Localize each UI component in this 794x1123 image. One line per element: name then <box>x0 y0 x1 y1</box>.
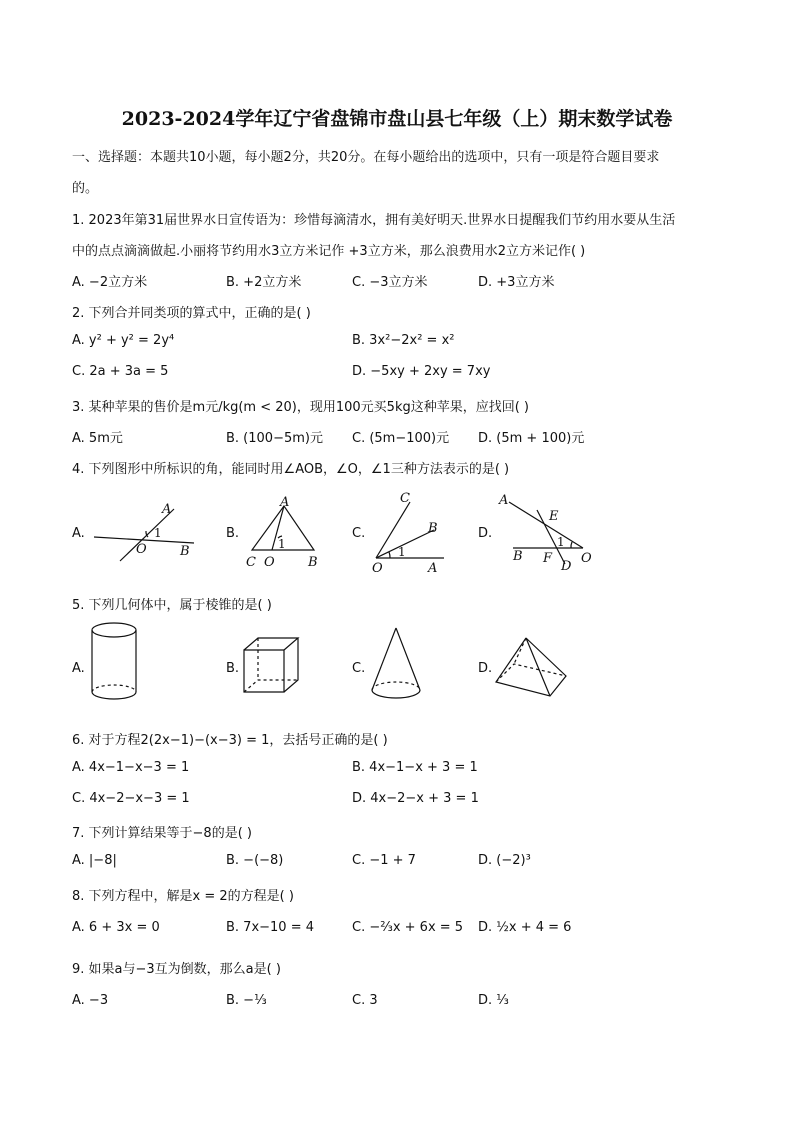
fig-c-label-b: B <box>428 521 438 536</box>
q1-option-d: D. +3立方米 <box>478 275 555 290</box>
q4-figure-a <box>90 495 200 565</box>
fig-a-label-1: 1 <box>154 526 162 540</box>
q1-stem-line1: 1. 2023年第31届世界水日宣传语为：珍惜每滴清水，拥有美好明天.世界水日提醒我们节约用水要从生活 <box>72 213 676 228</box>
q9-option-c: C. 3 <box>352 993 378 1008</box>
q7-option-d: D. (−2)³ <box>478 853 531 868</box>
q9-stem: 9. 如果a与−3互为倒数，那么a是( ) <box>72 962 281 977</box>
q5-option-c: C. <box>352 661 366 676</box>
q2-option-c: C. 2a + 3a = 5 <box>72 364 169 379</box>
q8-option-c: C. −⅔x + 6x = 5 <box>352 920 464 935</box>
fig-d-label-d: D <box>561 559 572 574</box>
q5-stem: 5. 下列几何体中，属于棱锥的是( ) <box>72 598 272 613</box>
q2-stem: 2. 下列合并同类项的算式中，正确的是( ) <box>72 306 311 321</box>
q5-cone-figure <box>366 624 426 708</box>
q5-option-b: B. <box>226 661 240 676</box>
fig-a-label-b: B <box>180 544 190 559</box>
q2-option-a: A. y² + y² = 2y⁴ <box>72 333 175 348</box>
q9-option-b: B. −⅓ <box>226 993 267 1008</box>
fig-c-label-c: C <box>400 491 410 506</box>
page-title: 2023-2024学年辽宁省盘锦市盘山县七年级（上）期末数学试卷 <box>121 108 673 130</box>
fig-b-label-o: O <box>264 555 275 570</box>
fig-d-label-a: A <box>499 493 509 508</box>
q7-stem: 7. 下列计算结果等于−8的是( ) <box>72 826 252 841</box>
fig-c-label-1: 1 <box>398 545 406 559</box>
q6-stem: 6. 对于方程2(2x−1)−(x−3) = 1，去括号正确的是( ) <box>72 733 388 748</box>
q3-option-b: B. (100−5m)元 <box>226 431 323 446</box>
q8-option-a: A. 6 + 3x = 0 <box>72 920 160 935</box>
q5-cube-figure <box>240 634 306 700</box>
fig-d-label-e: E <box>549 509 559 524</box>
fig-b-label-b: B <box>308 555 318 570</box>
fig-c-label-o: O <box>372 561 383 576</box>
q5-option-a: A. <box>72 661 85 676</box>
q6-option-d: D. 4x−2−x + 3 = 1 <box>352 791 479 806</box>
q5-option-d: D. <box>478 661 493 676</box>
q4-figure-b <box>240 492 330 572</box>
q4-option-d: D. <box>478 526 493 541</box>
q1-option-c: C. −3立方米 <box>352 275 428 290</box>
q8-option-d: D. ½x + 4 = 6 <box>478 920 572 935</box>
section-instructions-line1: 一、选择题：本题共10小题，每小题2分，共20分。在每小题给出的选项中，只有一项是符合题目要求 <box>72 150 660 165</box>
fig-d-label-f: F <box>543 551 553 566</box>
fig-b-label-1: 1 <box>278 537 286 551</box>
q4-stem: 4. 下列图形中所标识的角，能同时用∠AOB，∠O，∠1三种方法表示的是( ) <box>72 462 510 477</box>
q3-option-d: D. (5m + 100)元 <box>478 431 585 446</box>
q1-option-b: B. +2立方米 <box>226 275 302 290</box>
fig-a-label-a: A <box>162 502 172 517</box>
q6-option-b: B. 4x−1−x + 3 = 1 <box>352 760 478 775</box>
q8-stem: 8. 下列方程中，解是x = 2的方程是( ) <box>72 889 294 904</box>
section-instructions-line2: 的。 <box>72 181 99 196</box>
fig-b-label-c: C <box>246 555 256 570</box>
q5-pyramid-figure <box>492 632 572 702</box>
q2-option-d: D. −5xy + 2xy = 7xy <box>352 364 491 379</box>
q8-option-b: B. 7x−10 = 4 <box>226 920 315 935</box>
q7-option-a: A. |−8| <box>72 853 117 868</box>
q6-option-c: C. 4x−2−x−3 = 1 <box>72 791 190 806</box>
q6-option-a: A. 4x−1−x−3 = 1 <box>72 760 190 775</box>
q4-option-c: C. <box>352 526 366 541</box>
q4-option-a: A. <box>72 526 85 541</box>
q7-option-b: B. −(−8) <box>226 853 284 868</box>
q9-option-d: D. ⅓ <box>478 993 509 1008</box>
q4-figure-d <box>495 488 600 578</box>
fig-d-label-1: 1 <box>557 535 565 549</box>
fig-a-label-o: O <box>136 542 147 557</box>
q4-figure-c <box>368 488 458 578</box>
fig-c-label-a: A <box>428 561 438 576</box>
q9-option-a: A. −3 <box>72 993 109 1008</box>
q3-stem: 3. 某种苹果的售价是m元/kg(m < 20)，现用100元买5kg这种苹果，应找回( ) <box>72 400 530 415</box>
q7-option-c: C. −1 + 7 <box>352 853 416 868</box>
fig-d-label-b: B <box>513 549 523 564</box>
fig-b-label-a: A <box>280 495 290 510</box>
q3-option-a: A. 5m元 <box>72 431 123 446</box>
q2-option-b: B. 3x²−2x² = x² <box>352 333 455 348</box>
q1-stem-line2: 中的点点滴滴做起.小丽将节约用水3立方米记作 +3立方米，那么浪费用水2立方米记作( ) <box>72 244 586 259</box>
q3-option-c: C. (5m−100)元 <box>352 431 450 446</box>
fig-d-label-o: O <box>581 551 592 566</box>
q4-option-b: B. <box>226 526 240 541</box>
q1-option-a: A. −2立方米 <box>72 275 148 290</box>
q5-cylinder-figure <box>86 618 142 708</box>
